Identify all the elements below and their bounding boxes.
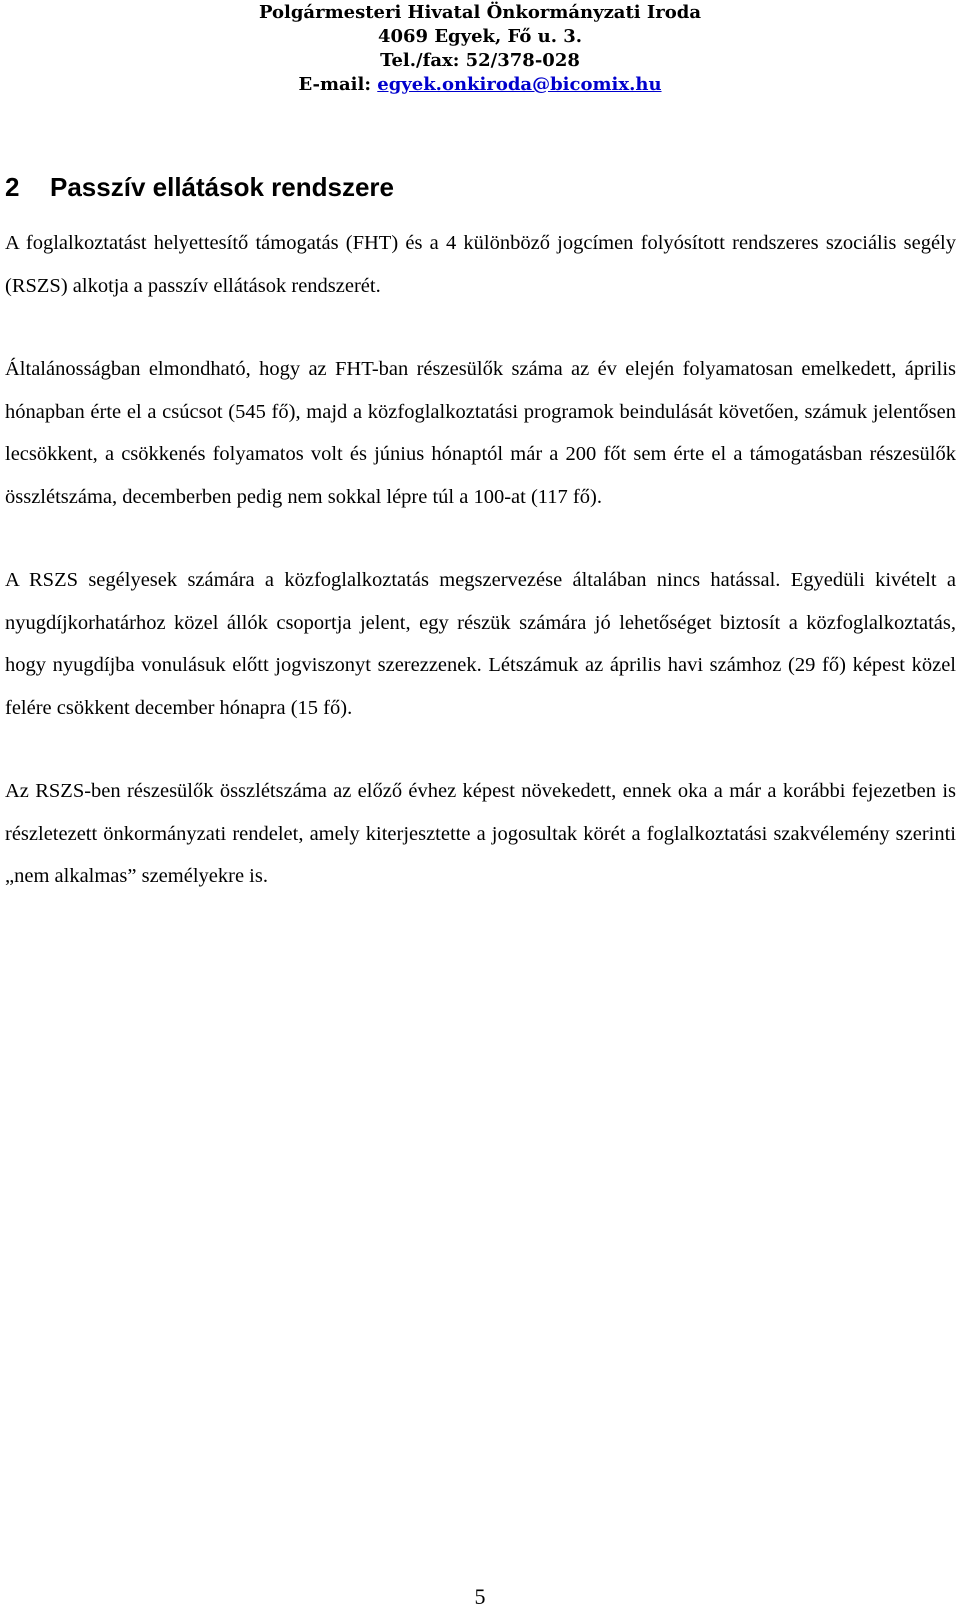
page-number: 5: [474, 1584, 486, 1609]
header-email-link[interactable]: egyek.onkiroda@bicomix.hu: [377, 74, 662, 95]
header-email-label: E-mail:: [298, 74, 378, 95]
paragraph: A foglalkoztatást helyettesítő támogatás (FHT) és a 4 különböző jogcímen folyósított rendszeres szociális segély (RSZS) alkotja a passzív ellátások rendszerét.: [5, 232, 956, 297]
page-header: [0, 0, 960, 97]
document-body: [5, 170, 956, 939]
header-office-name: Polgármesteri Hivatal Önkormányzati Iroda: [258, 2, 702, 23]
paragraph: Az RSZS-ben részesülők összlétszáma az előző évhez képest növekedett, ennek oka a már a korábbi fejezetben is részletezett önkormányzati rendelet, amely kiterjesztette a jogosultak körét a foglalkoztatási szakvélemény szerinti „nem alkalmas” személyekre is.: [5, 780, 956, 887]
header-address: 4069 Egyek, Fő u. 3.: [377, 26, 583, 47]
section-heading: [5, 170, 956, 204]
paragraph: A RSZS segélyesek számára a közfoglalkoztatás megszervezése általában nincs hatással. Egyedüli kivételt a nyugdíjkorhatárhoz közel állók csoportja jelent, egy részük számára jó lehetőséget biztosít a közfoglalkoztatás, hogy nyugdíjba vonulásuk előtt jogviszonyt szerezzenek. Létszámuk az április havi számhoz (29 fő) képest közel felére csökkent december hónapra (15 fő).: [5, 569, 956, 719]
paragraph: Általánosságban elmondható, hogy az FHT-ban részesülők száma az év elején folyamatosan emelkedett, április hónapban érte el a csúcsot (545 fő), majd a közfoglalkoztatási programok beindulását követően, számuk jelentősen lecsökkent, a csökkenés folyamatos volt és június hónaptól már a 200 főt sem érte el a támogatásban részesülők összlétszáma, decemberben pedig nem sokkal lépre túl a 100-at (117 fő).: [5, 358, 956, 508]
section-number: 2: [5, 172, 20, 202]
section-title: Passzív ellátások rendszere: [50, 172, 394, 202]
header-phone-fax: Tel./fax: 52/378-028: [380, 50, 580, 71]
header-email-line: [0, 73, 960, 97]
